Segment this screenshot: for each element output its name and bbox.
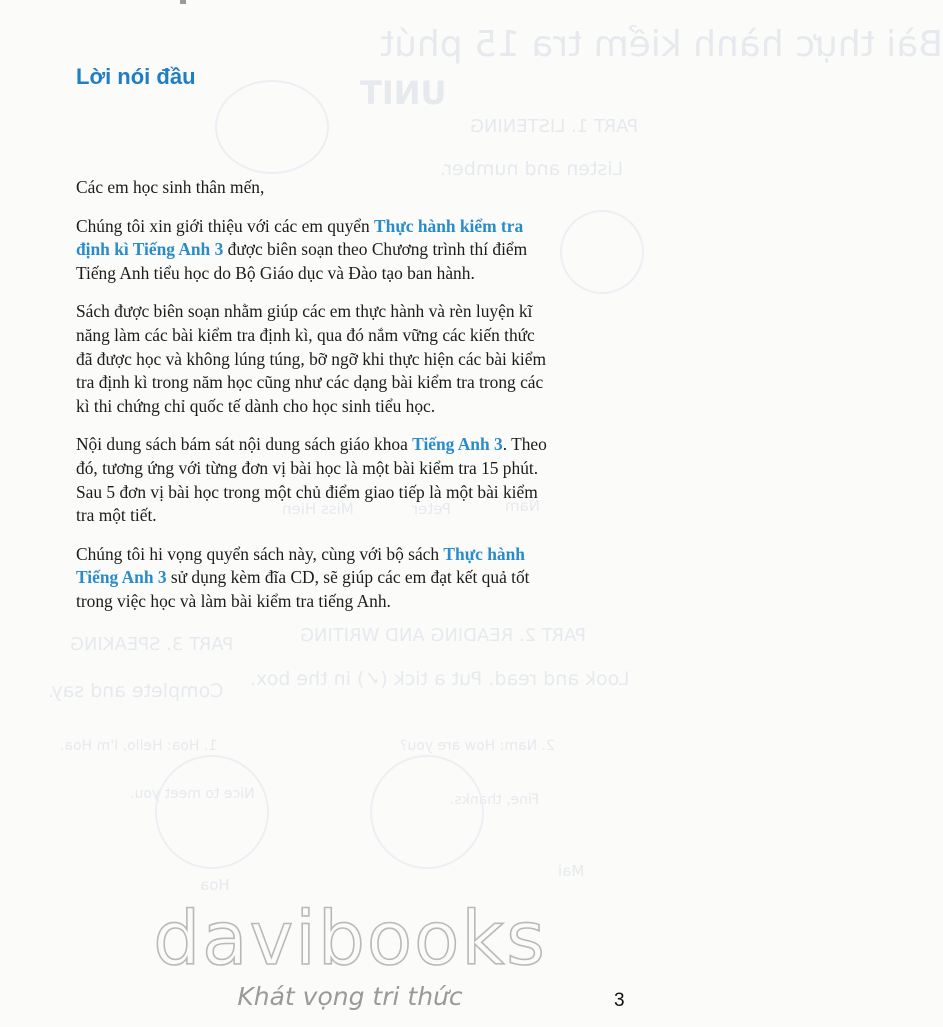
- ghost-name-hoa: Hoa: [200, 876, 230, 894]
- text-run: kì thi chứng chỉ quốc tế dành cho học sinh tiểu học.: [76, 395, 436, 416]
- text-run: Sách được biên soạn nhằm giúp các em thực hành và rèn luyện kĩ: [76, 301, 533, 322]
- ghost-name-peter: Peter: [412, 500, 452, 518]
- book-title-highlight: Thực hành: [443, 543, 525, 564]
- ghost-face-1: [215, 80, 329, 174]
- text-line: [76, 543, 628, 567]
- ghost-complete: Complete and say.: [48, 680, 224, 702]
- text-run: tra một tiết.: [76, 505, 157, 526]
- text-run: tra định kì trong năm học cũng như các dạng bài kiểm tra trong các: [76, 372, 544, 393]
- ghost-dialog-3: Nice to meet you.: [130, 786, 255, 802]
- corner-mark: [180, 0, 186, 4]
- ghost-name-mai: Mai: [558, 862, 585, 880]
- text-run: trong việc học và làm bài kiểm tra tiếng Anh.: [76, 590, 391, 611]
- ghost-listen: Listen and number.: [440, 158, 624, 180]
- paragraph: [76, 215, 628, 286]
- watermark-logo: davibooks: [153, 896, 547, 982]
- ghost-name-miss-hien: Miss Hien: [282, 500, 354, 518]
- text-run: Nội dung sách bám sát nội dung sách giáo khoa: [76, 434, 413, 455]
- text-run: đã được học và không lúng túng, bỡ ngỡ khi thực hiện các bài kiểm: [76, 348, 546, 369]
- book-title-highlight: Tiếng Anh 3: [412, 434, 503, 455]
- text-line: [76, 300, 628, 324]
- ghost-face-4: [370, 755, 484, 869]
- text-run: Sau 5 đơn vị bài học trong một chủ điểm giao tiếp là một bài kiểm: [76, 481, 538, 502]
- text-line: [76, 371, 628, 395]
- ghost-part3: PART 3. SPEAKING: [70, 634, 234, 655]
- text-run: Các em học sinh thân mến,: [76, 177, 265, 197]
- text-line: [76, 348, 628, 372]
- text-run: . Theo: [502, 434, 547, 455]
- text-run: Tiếng Anh tiểu học do Bộ Giáo dục và Đào tạo ban hành.: [76, 262, 475, 283]
- text-line: [76, 590, 628, 614]
- ghost-part2: PART 2. READING AND WRITING: [300, 625, 587, 646]
- text-line: [76, 566, 628, 590]
- book-title-highlight: Thực hành kiểm tra: [374, 215, 524, 236]
- ghost-dialog-2: 1. Hoa: Hello, I'm Hoa.: [60, 738, 218, 754]
- text-line: [76, 238, 628, 262]
- watermark-tagline: Khát vọng tri thức: [237, 982, 463, 1011]
- text-run: sử dụng kèm đĩa CD, sẽ giúp các em đạt kết quả tốt: [166, 567, 530, 588]
- book-title-highlight: Tiếng Anh 3: [76, 567, 167, 588]
- text-run: đó, tương ứng với từng đơn vị bài học là một bài kiểm tra 15 phút.: [76, 457, 539, 478]
- text-run: Chúng tôi xin giới thiệu với các em quyển: [76, 215, 375, 236]
- preface-body: [76, 176, 628, 629]
- ghost-part1: PART 1. LISTENING: [470, 116, 639, 137]
- ghost-name-nam: Nam: [505, 497, 541, 515]
- ghost-dialog-4: Fine, thanks.: [450, 792, 539, 808]
- text-line: [76, 395, 628, 419]
- text-run: được biên soạn theo Chương trình thí điểm: [223, 239, 528, 260]
- text-line: [76, 176, 628, 200]
- text-line: [76, 324, 628, 348]
- text-line: [76, 504, 628, 528]
- paragraph: [76, 543, 628, 614]
- text-run: năng làm các bài kiểm tra định kì, qua đó nắm vững các kiến thức: [76, 324, 535, 345]
- paragraph: [76, 300, 628, 418]
- text-line: [76, 433, 628, 457]
- ghost-unit: UNIT: [360, 74, 447, 112]
- text-run: Chúng tôi hi vọng quyển sách này, cùng với bộ sách: [76, 543, 444, 564]
- ghost-title: Bài thực hành kiểm tra 15 phút: [380, 24, 943, 65]
- text-line: [76, 262, 628, 286]
- paragraph: [76, 176, 628, 200]
- page-number: 3: [614, 990, 625, 1011]
- ghost-dialog-1: 2. Nam: How are you?: [400, 738, 555, 754]
- text-line: [76, 481, 628, 505]
- paragraph: [76, 433, 628, 527]
- page-heading: Lời nói đầu: [76, 64, 196, 89]
- text-line: [76, 457, 628, 481]
- ghost-face-3: [155, 755, 269, 869]
- ghost-look-read: Look and read. Put a tick (✓) in the box.: [250, 668, 630, 690]
- book-title-highlight: định kì Tiếng Anh 3: [76, 239, 224, 260]
- text-line: [76, 215, 628, 239]
